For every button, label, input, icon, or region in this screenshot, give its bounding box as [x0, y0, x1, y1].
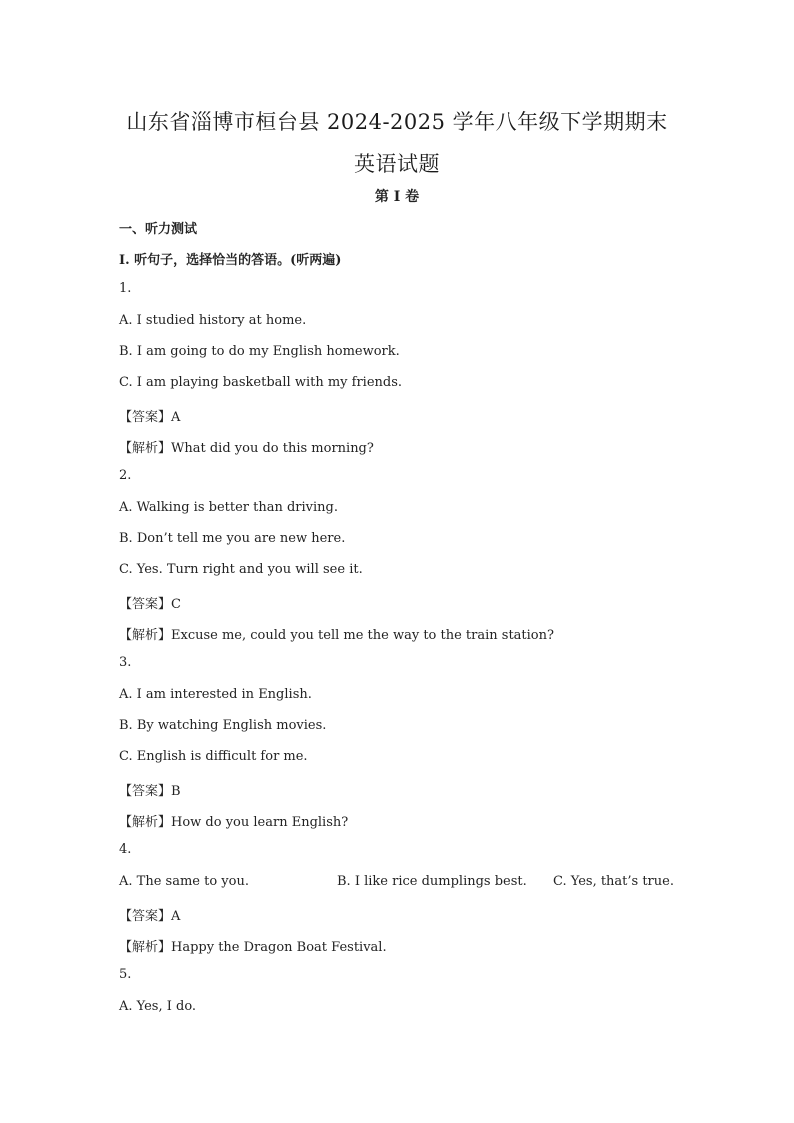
- answer: 【答案】A: [119, 410, 181, 425]
- part-heading: Ⅰ. 听句子，选择恰当的答语。(听两遍): [119, 253, 342, 268]
- option-a: A. The same to you.: [119, 874, 249, 889]
- option-c: C. Yes. Turn right and you will see it.: [119, 562, 363, 577]
- question-number: 5.: [119, 967, 132, 982]
- option-b: B. By watching English movies.: [119, 718, 327, 733]
- question-number: 3.: [119, 655, 132, 670]
- section-heading: 一、听力测试: [119, 222, 198, 237]
- option-a: A. I am interested in English.: [119, 687, 312, 702]
- answer: 【答案】B: [119, 784, 181, 799]
- option-a: A. I studied history at home.: [119, 313, 307, 328]
- option-b: B. I like rice dumplings best.: [337, 874, 527, 889]
- answer: 【答案】A: [119, 909, 181, 924]
- analysis: 【解析】Happy the Dragon Boat Festival.: [119, 940, 387, 955]
- option-c: C. I am playing basketball with my friends.: [119, 375, 403, 390]
- document-title: 山东省淄博市桓台县 2024-2025 学年八年级下学期期末: [126, 110, 668, 134]
- question-number: 4.: [119, 842, 132, 857]
- option-c: C. Yes, that’s true.: [553, 874, 674, 889]
- analysis: 【解析】What did you do this morning?: [119, 441, 374, 456]
- document-subtitle: 英语试题: [354, 152, 440, 176]
- question-number: 2.: [119, 468, 132, 483]
- question-number: 1.: [119, 281, 132, 296]
- option-a: A. Yes, I do.: [119, 999, 197, 1014]
- option-a: A. Walking is better than driving.: [119, 500, 338, 515]
- analysis: 【解析】How do you learn English?: [119, 815, 349, 830]
- option-b: B. Don’t tell me you are new here.: [119, 531, 346, 546]
- option-b: B. I am going to do my English homework.: [119, 344, 400, 359]
- analysis: 【解析】Excuse me, could you tell me the way to the train station?: [119, 628, 554, 643]
- option-c: C. English is difficult for me.: [119, 749, 308, 764]
- answer: 【答案】C: [119, 597, 181, 612]
- volume-label: 第 I 卷: [374, 189, 420, 205]
